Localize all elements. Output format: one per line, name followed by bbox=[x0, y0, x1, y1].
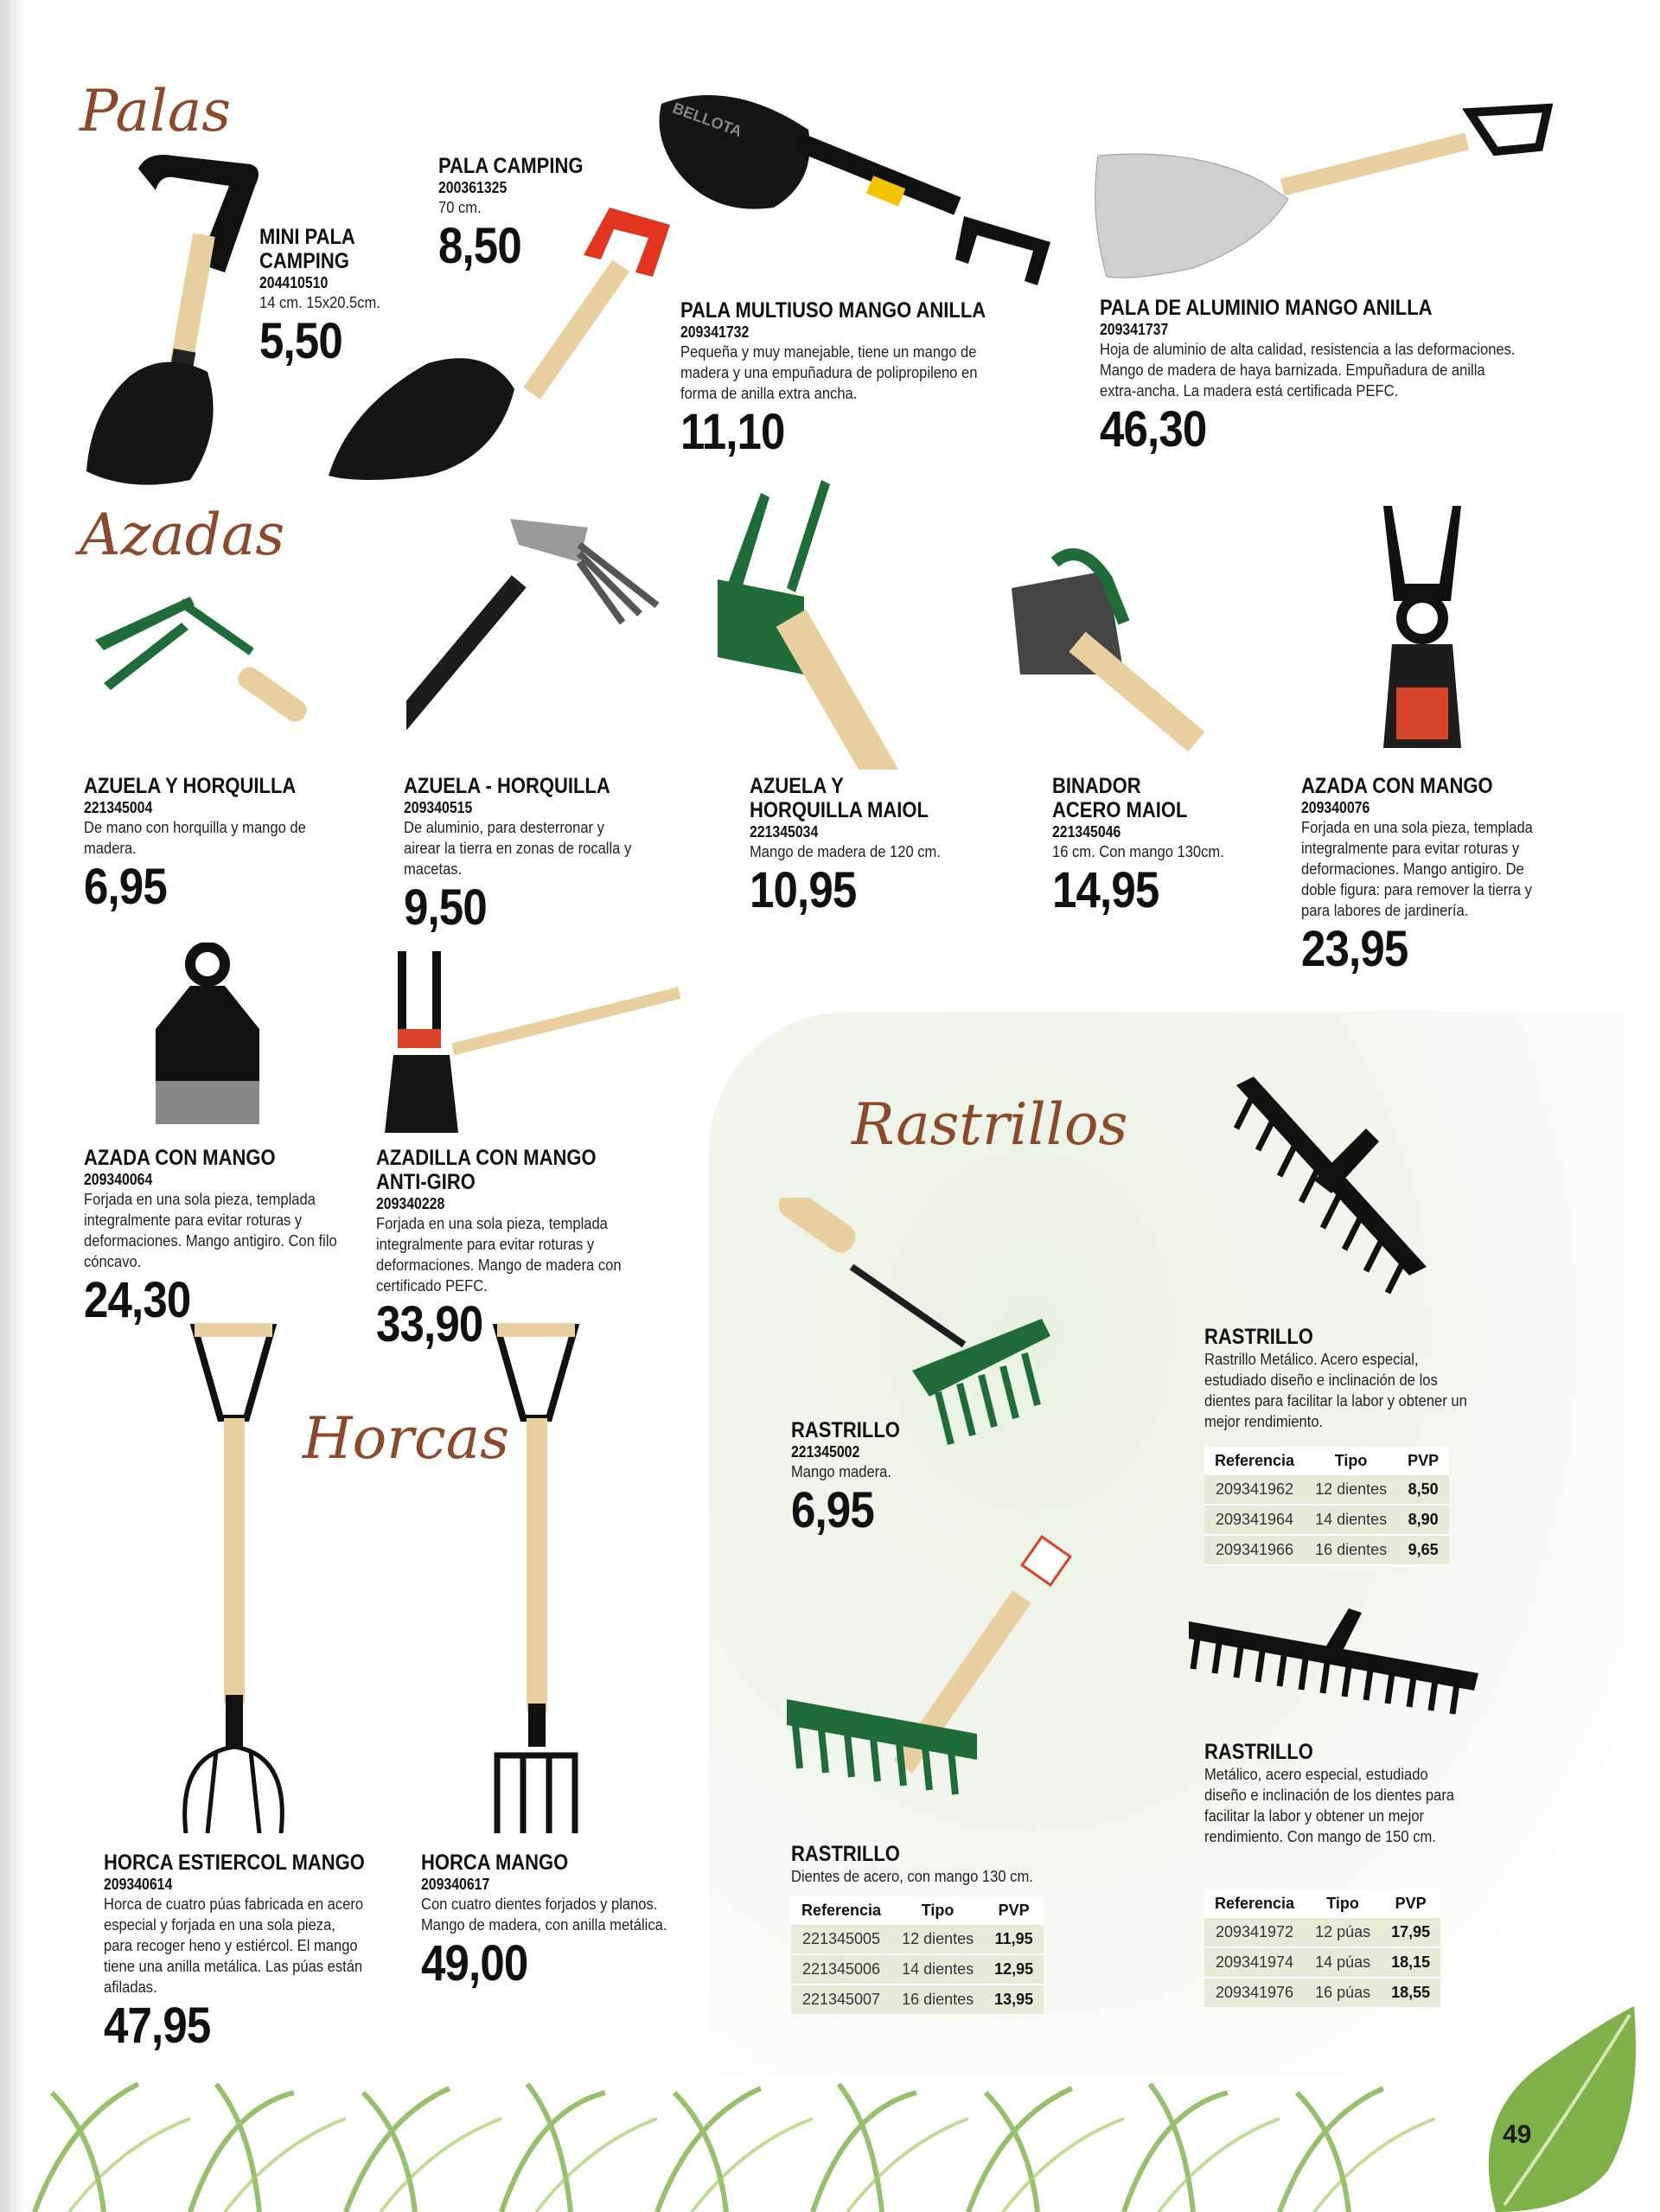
product-price: 11,10 bbox=[680, 404, 785, 460]
product-title: AZADILLA CON MANGO ANTI-GIRO bbox=[376, 1146, 597, 1194]
product-desc: Hoja de aluminio de alta calidad, resistencia a las deformaciones. Mango de madera de haya barnizada. Empuñadura de anilla extra-ancha. La madera está certificada PEFC. bbox=[1100, 341, 1516, 400]
leaf-icon bbox=[1470, 1989, 1660, 2212]
product-desc: Dientes de acero, con mango 130 cm. bbox=[791, 1868, 1033, 1885]
cell-pvp: 17,95 bbox=[1381, 1918, 1440, 1947]
product-price: 24,30 bbox=[84, 1272, 191, 1328]
cell-pvp: 18,55 bbox=[1381, 1978, 1440, 2008]
product-desc: Mango de madera de 120 cm. bbox=[750, 843, 941, 860]
mini-pala-image bbox=[78, 151, 268, 489]
table-row bbox=[1204, 1947, 1440, 1978]
section-heading-rastrillos: Rastrillos bbox=[852, 1091, 1128, 1158]
cell-ref: 209341976 bbox=[1204, 1978, 1305, 2008]
product-code: 209341732 bbox=[680, 323, 750, 341]
cell-tipo: 14 púas bbox=[1305, 1947, 1381, 1978]
table-row bbox=[1204, 1978, 1440, 2008]
cell-tipo: 12 dientes bbox=[891, 1925, 984, 1954]
product-price: 33,90 bbox=[376, 1296, 483, 1352]
product-desc: Mango madera. bbox=[791, 1463, 891, 1480]
cell-pvp: 13,95 bbox=[984, 1985, 1044, 2015]
cell-pvp: 18,15 bbox=[1381, 1947, 1440, 1978]
cell-pvp: 8,50 bbox=[1397, 1475, 1449, 1505]
product-code: 221345046 bbox=[1052, 823, 1121, 841]
product-code: 204410510 bbox=[259, 274, 329, 291]
cell-ref: 221345005 bbox=[791, 1925, 891, 1954]
col-tipo: Tipo bbox=[1305, 1889, 1381, 1918]
section-heading-azadas: Azadas bbox=[80, 502, 285, 568]
cell-tipo: 16 dientes bbox=[891, 1985, 984, 2015]
product-code: 209341737 bbox=[1100, 321, 1169, 338]
col-pvp: PVP bbox=[1381, 1889, 1440, 1918]
product-rastrillo-2 bbox=[1204, 1325, 1498, 1432]
table-row bbox=[1204, 1505, 1449, 1535]
product-code: 209340064 bbox=[84, 1171, 153, 1188]
product-code: 209340614 bbox=[104, 1876, 173, 1893]
rastrillo-2-table bbox=[1204, 1447, 1449, 1566]
product-code: 200361325 bbox=[438, 179, 508, 196]
cell-pvp: 11,95 bbox=[984, 1925, 1044, 1954]
product-title: RASTRILLO bbox=[791, 1842, 900, 1866]
product-binador bbox=[1052, 774, 1277, 919]
product-azuela-maiol bbox=[750, 774, 983, 919]
cell-tipo: 12 púas bbox=[1305, 1918, 1381, 1947]
cell-tipo: 16 púas bbox=[1305, 1978, 1381, 2008]
product-title: RASTRILLO bbox=[1204, 1325, 1313, 1349]
svg-text:BELLOTA: BELLOTA bbox=[670, 99, 744, 141]
product-desc: Forjada en una sola pieza, templada integralmente para evitar roturas y deformaciones. Mango antigiro. De doble figura: para remover la tierra y para labores de jardinería. bbox=[1301, 819, 1533, 919]
azuela-maiol-image bbox=[709, 476, 986, 770]
col-referencia: Referencia bbox=[1204, 1889, 1305, 1918]
table-row bbox=[791, 1985, 1044, 2015]
rastrillo-4-table bbox=[1204, 1889, 1440, 2009]
product-desc: Horca de cuatro púas fabricada en acero especial y forjada en una sola pieza, para recoger heno y estiércol. El mango tiene una anilla metálica. Las púas están afiladas. bbox=[104, 1896, 364, 1996]
page-edge-shadow bbox=[0, 0, 26, 2212]
product-code: 221345034 bbox=[750, 823, 819, 841]
product-desc: Con cuatro dientes forjados y planos. Mango de madera, con anilla metálica. bbox=[421, 1896, 667, 1934]
product-price: 23,95 bbox=[1301, 921, 1408, 977]
col-tipo: Tipo bbox=[1305, 1447, 1397, 1475]
product-horca-estiercol bbox=[104, 1851, 389, 2055]
azada-mango-1-image bbox=[1375, 506, 1470, 757]
rastrillo-2-image bbox=[1228, 1077, 1444, 1319]
cell-ref: 209341966 bbox=[1204, 1535, 1305, 1565]
product-price: 10,95 bbox=[750, 862, 857, 918]
product-pala-aluminio bbox=[1100, 296, 1558, 458]
cell-tipo: 14 dientes bbox=[1305, 1505, 1397, 1535]
rastrillo-3-table bbox=[791, 1896, 1044, 2016]
product-mini-pala bbox=[259, 225, 432, 370]
col-tipo: Tipo bbox=[891, 1896, 984, 1925]
product-title: PALA MULTIUSO MANGO ANILLA bbox=[680, 298, 986, 323]
table-row bbox=[791, 1925, 1044, 1954]
horca-mango-image bbox=[480, 1323, 592, 1833]
product-code: 209340228 bbox=[376, 1195, 445, 1212]
product-rastrillo-1 bbox=[791, 1418, 964, 1539]
cell-tipo: 14 dientes bbox=[891, 1954, 984, 1985]
product-price: 47,95 bbox=[104, 1998, 211, 2054]
section-heading-horcas: Horcas bbox=[303, 1405, 510, 1472]
product-title: HORCA ESTIERCOL MANGO bbox=[104, 1851, 365, 1875]
product-desc: De mano con horquilla y mango de madera. bbox=[84, 819, 306, 857]
product-title: AZUELA Y HORQUILLA bbox=[84, 774, 297, 798]
product-code: 221345004 bbox=[84, 799, 153, 816]
section-heading-palas: Palas bbox=[80, 78, 232, 144]
product-title: PALA CAMPING bbox=[438, 154, 584, 178]
product-price: 49,00 bbox=[421, 1935, 528, 1991]
cell-ref: 209341972 bbox=[1204, 1918, 1305, 1947]
product-code: 209340076 bbox=[1301, 799, 1370, 816]
cell-ref: 209341974 bbox=[1204, 1947, 1305, 1978]
azada-mango-2-image bbox=[147, 943, 268, 1133]
product-desc: Pequeña y muy manejable, tiene un mango de madera y una empuñadura de polipropileno en forma de anilla extra ancha. bbox=[680, 343, 978, 402]
product-price: 8,50 bbox=[438, 218, 521, 274]
product-code: 209340617 bbox=[421, 1876, 490, 1893]
product-desc: Metálico, acero especial, estudiado diseño e inclinación de los dientes para facilitar la labor y obtener un mejor rendimiento. Con mango de 150 cm. bbox=[1204, 1766, 1455, 1845]
product-azuela-horquilla bbox=[84, 774, 343, 916]
rastrillo-4-image bbox=[1184, 1604, 1487, 1751]
horca-estiercol-image bbox=[169, 1323, 298, 1833]
azuela-horquilla-2-image bbox=[406, 510, 666, 752]
cell-pvp: 12,95 bbox=[984, 1954, 1044, 1985]
product-desc: 70 cm. bbox=[438, 199, 482, 216]
product-title: AZUELA - HORQUILLA bbox=[404, 774, 610, 798]
page-number: 49 bbox=[1503, 2120, 1532, 2149]
product-title: AZADA CON MANGO bbox=[1301, 774, 1493, 798]
product-horca-mango bbox=[421, 1851, 706, 1992]
product-title: RASTRILLO bbox=[791, 1418, 900, 1442]
product-price: 5,50 bbox=[259, 313, 342, 369]
product-pala-camping bbox=[438, 154, 611, 275]
product-rastrillo-4 bbox=[1204, 1740, 1481, 1847]
cell-ref: 209341964 bbox=[1204, 1505, 1305, 1535]
col-pvp: PVP bbox=[984, 1896, 1044, 1925]
product-azuela-horquilla-2 bbox=[404, 774, 663, 937]
product-price: 46,30 bbox=[1100, 401, 1207, 457]
product-desc: De aluminio, para desterronar y airear la tierra en zonas de rocalla y macetas. bbox=[404, 819, 632, 878]
product-azadilla bbox=[376, 1146, 670, 1353]
grass-decoration bbox=[0, 2067, 1660, 2212]
table-row bbox=[1204, 1918, 1440, 1947]
cell-pvp: 8,90 bbox=[1397, 1505, 1449, 1535]
cell-pvp: 9,65 bbox=[1397, 1535, 1449, 1565]
table-row bbox=[1204, 1475, 1449, 1505]
product-code: 221345002 bbox=[791, 1443, 860, 1461]
cell-ref: 221345007 bbox=[791, 1985, 891, 2015]
rastrillo-3-image bbox=[778, 1526, 1107, 1812]
product-title: HORCA MANGO bbox=[421, 1851, 569, 1875]
cell-ref: 209341962 bbox=[1204, 1475, 1305, 1505]
product-desc: Forjada en una sola pieza, templada integralmente para evitar roturas y deformaciones. Mango antigiro. Con filo cóncavo. bbox=[84, 1191, 337, 1270]
product-desc: 14 cm. 15x20.5cm. bbox=[259, 294, 380, 311]
table-row bbox=[791, 1954, 1044, 1985]
azadilla-image bbox=[380, 943, 683, 1141]
product-pala-multiuso bbox=[680, 298, 1026, 461]
product-desc: Forjada en una sola pieza, templada integralmente para evitar roturas y deformaciones. Mango de madera con certificado PEFC. bbox=[376, 1215, 622, 1295]
product-price: 6,95 bbox=[791, 1482, 874, 1538]
col-referencia: Referencia bbox=[791, 1896, 891, 1925]
pala-multiuso-image bbox=[644, 86, 1059, 294]
product-desc: Rastrillo Metálico. Acero especial, estudiado diseño e inclinación de los dientes para facilitar la labor y obtener un mejor rendimiento. bbox=[1204, 1351, 1467, 1430]
binador-image bbox=[1003, 545, 1262, 752]
product-azada-mango-1 bbox=[1301, 774, 1569, 978]
product-price: 6,95 bbox=[84, 859, 167, 915]
cell-tipo: 12 dientes bbox=[1305, 1475, 1397, 1505]
product-price: 14,95 bbox=[1052, 862, 1159, 918]
cell-ref: 221345006 bbox=[791, 1954, 891, 1985]
col-referencia: Referencia bbox=[1204, 1447, 1305, 1475]
product-title: AZADA CON MANGO bbox=[84, 1146, 276, 1170]
product-azada-mango-2 bbox=[84, 1146, 361, 1329]
product-code: 209340515 bbox=[404, 799, 473, 816]
product-title: AZUELA Y HORQUILLA MAIOL bbox=[750, 774, 929, 822]
product-desc: 16 cm. Con mango 130cm. bbox=[1052, 843, 1224, 860]
product-title: RASTRILLO bbox=[1204, 1740, 1313, 1764]
product-title: MINI PALA CAMPING bbox=[259, 225, 354, 273]
pala-aluminio-image bbox=[1089, 95, 1556, 285]
product-title: BINADOR ACERO MAIOL bbox=[1052, 774, 1188, 822]
table-row bbox=[1204, 1535, 1449, 1565]
product-price: 9,50 bbox=[404, 879, 487, 936]
azuela-horquilla-image bbox=[86, 588, 311, 770]
product-title: PALA DE ALUMINIO MANGO ANILLA bbox=[1100, 296, 1433, 320]
cell-tipo: 16 dientes bbox=[1305, 1535, 1397, 1565]
col-pvp: PVP bbox=[1397, 1447, 1449, 1475]
product-rastrillo-3 bbox=[791, 1842, 1102, 1887]
